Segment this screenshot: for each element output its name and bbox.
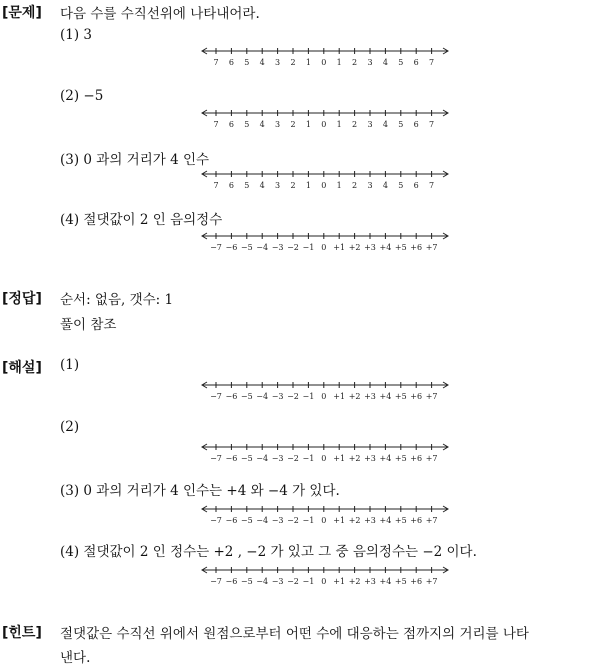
number-line-svg [200, 44, 450, 66]
tick-label: +1 [333, 392, 346, 401]
explanation-item-3: (3) 0 과의 거리가 4 인수는 +4 와 −4 가 있다. [60, 483, 340, 499]
tick-label: −4 [256, 243, 269, 252]
tick-label: +7 [425, 454, 438, 463]
tick-label: 5 [398, 181, 404, 190]
tick-label: −3 [271, 243, 284, 252]
tick-label: +6 [410, 516, 423, 525]
tick-label: 7 [429, 58, 435, 67]
answer-line-2: 풀이 참조 [60, 317, 117, 333]
tick-label: 0 [321, 454, 327, 463]
tick-label: 2 [290, 58, 296, 67]
tick-label: −3 [271, 454, 284, 463]
tick-label: +6 [410, 392, 423, 401]
number-line [200, 106, 450, 128]
tick-label: +3 [364, 577, 376, 586]
tick-label: +2 [348, 577, 361, 586]
tick-label: −7 [210, 577, 222, 586]
number-line [200, 44, 450, 66]
tick-label: 0 [321, 181, 327, 190]
tick-label: 1 [336, 181, 342, 190]
number-line [200, 229, 450, 251]
tick-label: 3 [275, 181, 281, 190]
answer-line-1: 순서: 없음, 갯수: 1 [60, 292, 174, 308]
tick-label: 3 [367, 58, 373, 67]
tick-label: 3 [275, 120, 281, 129]
tick-label: −3 [271, 577, 284, 586]
tick-label: 0 [321, 120, 327, 129]
tick-label: 4 [382, 120, 388, 129]
tick-label: 5 [244, 120, 250, 129]
tick-label: −5 [240, 577, 253, 586]
tick-label: +3 [364, 392, 376, 401]
tick-label: +1 [333, 243, 346, 252]
problem-item-3: (3) 0 과의 거리가 4 인수 [60, 152, 210, 168]
tick-label: 3 [367, 181, 373, 190]
tick-label: −7 [210, 516, 222, 525]
problem-item-2: (2) −5 [60, 88, 104, 104]
number-line [200, 502, 450, 524]
tick-label: 7 [213, 181, 219, 190]
number-line [200, 563, 450, 585]
number-line-svg [200, 378, 450, 400]
number-line [200, 378, 450, 400]
explanation-item-1: (1) [60, 357, 80, 373]
tick-label: 4 [259, 58, 265, 67]
tick-label: +5 [394, 243, 407, 252]
number-line-svg [200, 502, 450, 524]
tick-label: +3 [364, 454, 376, 463]
tick-label: 1 [336, 58, 342, 67]
tick-label: +5 [394, 454, 407, 463]
tick-label: −2 [287, 516, 299, 525]
tick-label: −6 [225, 516, 238, 525]
tick-label: +4 [379, 516, 392, 525]
tick-label: +7 [425, 577, 438, 586]
tick-label: −2 [287, 392, 299, 401]
number-line [200, 167, 450, 189]
tick-label: −1 [302, 392, 315, 401]
tick-label: +6 [410, 454, 423, 463]
tick-label: −5 [240, 243, 253, 252]
tick-label: 2 [352, 181, 358, 190]
tick-label: −2 [287, 243, 299, 252]
number-line [200, 440, 450, 462]
tick-label: −7 [210, 454, 222, 463]
tick-label: +7 [425, 516, 438, 525]
tick-label: +6 [410, 243, 423, 252]
tick-label: −6 [225, 454, 238, 463]
tick-label: +2 [348, 454, 361, 463]
tick-label: 0 [321, 392, 327, 401]
tick-label: −4 [256, 577, 269, 586]
tick-label: +1 [333, 516, 346, 525]
tick-label: −1 [302, 243, 315, 252]
tick-label: 5 [398, 120, 404, 129]
tick-label: 5 [244, 181, 250, 190]
tick-label: 1 [305, 181, 311, 190]
tick-label: −1 [302, 577, 315, 586]
tick-label: −7 [210, 392, 222, 401]
tick-label: +4 [379, 392, 392, 401]
tick-label: −2 [287, 577, 299, 586]
tick-label: +3 [364, 516, 376, 525]
tick-label: +2 [348, 392, 361, 401]
tick-label: 4 [382, 58, 388, 67]
number-line-svg [200, 229, 450, 251]
tick-label: +5 [394, 516, 407, 525]
tick-label: +4 [379, 577, 392, 586]
tick-label: 6 [413, 58, 419, 67]
number-line-svg [200, 440, 450, 462]
tick-label: +1 [333, 577, 346, 586]
tick-label: +4 [379, 243, 392, 252]
tick-label: −3 [271, 516, 284, 525]
tick-label: +7 [425, 392, 438, 401]
tick-label: 0 [321, 516, 327, 525]
tick-label: 6 [413, 181, 419, 190]
tick-label: 5 [398, 58, 404, 67]
hint-line-2: 낸다. [60, 650, 91, 666]
tick-label: 2 [352, 58, 358, 67]
tick-label: 4 [259, 120, 265, 129]
tick-label: 2 [290, 181, 296, 190]
explanation-item-4: (4) 절댓값이 2 인 정수는 +2 , −2 가 있고 그 중 음의정수는 −2 이다. [60, 544, 477, 560]
tick-label: +4 [379, 454, 392, 463]
tick-label: 0 [321, 577, 327, 586]
tick-label: 4 [259, 181, 265, 190]
tick-label: −6 [225, 243, 238, 252]
tick-label: −6 [225, 577, 238, 586]
tick-label: +5 [394, 392, 407, 401]
tick-label: +1 [333, 454, 346, 463]
tick-label: 0 [321, 58, 327, 67]
tick-label: 0 [321, 243, 327, 252]
tick-label: 1 [336, 120, 342, 129]
problem-label: [문제] [2, 5, 42, 21]
tick-label: −3 [271, 392, 284, 401]
tick-label: +5 [394, 577, 407, 586]
problem-item-4: (4) 절댓값이 2 인 음의정수 [60, 212, 223, 228]
tick-label: −7 [210, 243, 222, 252]
tick-label: 7 [429, 181, 435, 190]
tick-label: 7 [213, 120, 219, 129]
tick-label: 2 [352, 120, 358, 129]
problem-instruction: 다음 수를 수직선위에 나타내어라. [60, 6, 260, 22]
tick-label: 6 [228, 120, 234, 129]
tick-label: +2 [348, 243, 361, 252]
tick-label: +6 [410, 577, 423, 586]
number-line-svg [200, 167, 450, 189]
tick-label: −4 [256, 392, 269, 401]
tick-label: 5 [244, 58, 250, 67]
tick-label: 2 [290, 120, 296, 129]
problem-item-1: (1) 3 [60, 27, 93, 43]
explanation-label: [해설] [2, 360, 42, 376]
tick-label: +2 [348, 516, 361, 525]
number-line-svg [200, 106, 450, 128]
tick-label: −4 [256, 454, 269, 463]
tick-label: +3 [364, 243, 376, 252]
tick-label: −5 [240, 516, 253, 525]
tick-label: −6 [225, 392, 238, 401]
tick-label: 6 [228, 58, 234, 67]
hint-label: [힌트] [2, 625, 42, 641]
tick-label: 1 [305, 120, 311, 129]
explanation-item-2: (2) [60, 419, 80, 435]
tick-label: −1 [302, 454, 315, 463]
tick-label: 6 [413, 120, 419, 129]
tick-label: 7 [429, 120, 435, 129]
tick-label: 1 [305, 58, 311, 67]
tick-label: −4 [256, 516, 269, 525]
tick-label: 3 [275, 58, 281, 67]
tick-label: 3 [367, 120, 373, 129]
tick-label: 7 [213, 58, 219, 67]
number-line-svg [200, 563, 450, 585]
tick-label: −1 [302, 516, 315, 525]
tick-label: 6 [228, 181, 234, 190]
tick-label: −5 [240, 454, 253, 463]
tick-label: +7 [425, 243, 438, 252]
tick-label: 4 [382, 181, 388, 190]
answer-label: [정답] [2, 291, 42, 307]
hint-line-1: 절댓값은 수직선 위에서 원점으로부터 어떤 수에 대응하는 점까지의 거리를 나타 [60, 626, 529, 642]
tick-label: −2 [287, 454, 299, 463]
tick-label: −5 [240, 392, 253, 401]
